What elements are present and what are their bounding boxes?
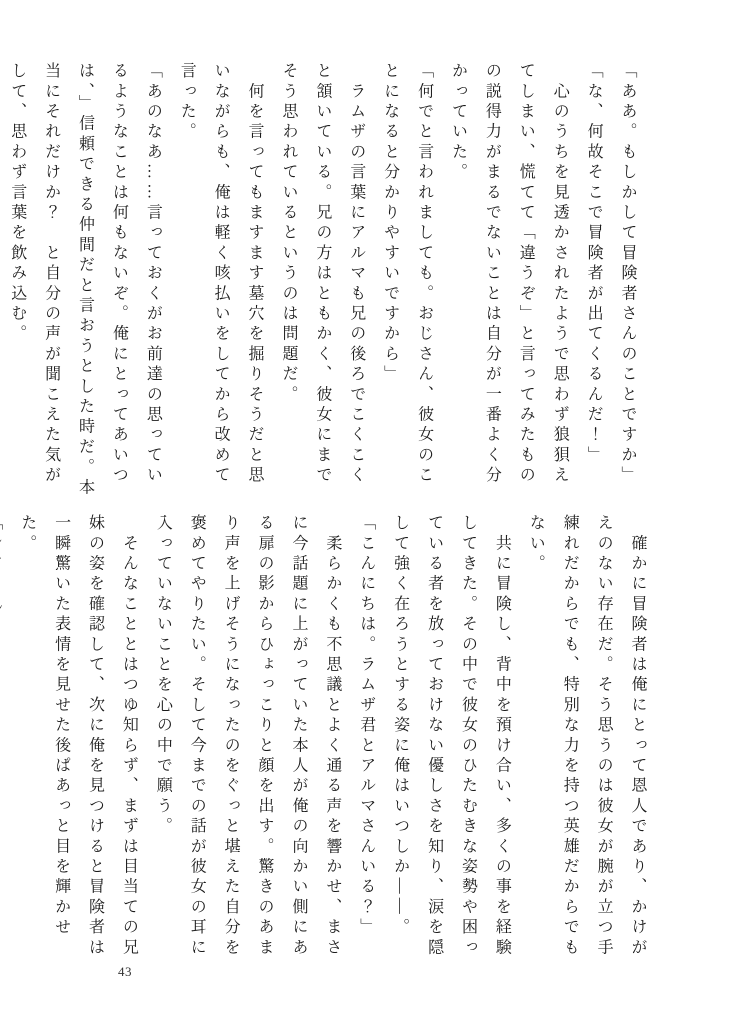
paragraph: 「な、何故そこで冒険者が出てくるんだ！」 xyxy=(585,62,603,466)
paragraph: 心のうちを見透かされたようで思わず狼狽えてしまい、慌てて「違うぞ」と言ってみたものの説得力がまるでないことは自分が一番よく分かっていた。 xyxy=(449,62,569,487)
paragraph: 「何でと言われましても。おじさん、彼女のことになると分かりやすいですから」 xyxy=(381,62,433,487)
text-section-bottom xyxy=(0,514,654,960)
paragraph: 「こんにちは。ラムザ君とアルマさんいる？」 xyxy=(357,514,375,939)
paragraph: 「あのなあ……言っておくがお前達の思っているようなことは何もないぞ。俺にとってあいつは、」信頼できる仲間だと言おうとした時だ。本当にそれだけか？ と自分の声が聞こえた気がして、思わず言葉を飲み込む。 xyxy=(8,62,162,499)
paragraph: 「ああ。もしかして冒険者さんのことですか」 xyxy=(619,62,636,487)
text-section-top xyxy=(0,62,644,504)
paragraph: 確かに冒険者は俺にとって恩人であり、かけがえのない存在だ。そう思うのは彼女が腕が立つ手練れだからでも、特別な力を持つ英雄だからでもない。 xyxy=(527,514,646,959)
paragraph: 共に冒険し、背中を預け合い、多くの事を経験してきた。その中で彼女のひたむきな姿勢や困っている者を放っておけない優しさを知り、涙を隠して強く在ろうとする姿に俺はいつしか——。 xyxy=(391,514,511,959)
paragraph: そんなこととはつゆ知らず、まずは目当ての兄妹の姿を確認して、次に俺を見つけると冒険者は一瞬驚いた表情を見せた後ぱあっと目を輝かせた。 xyxy=(18,514,138,959)
paragraph: 柔らかくも不思議とよく通る声を響かせ、まさに今話題に上がっていた本人が俺の向かい側にある扉の影からひょっこりと顔を出す。驚きのあまり声を上げそうになったのをぐっと堪えた自分を褒めてやりたい。そして今までの話が彼女の耳に入っていないことを心の中で願う。 xyxy=(154,514,341,959)
page-number: 43 xyxy=(118,964,132,979)
paragraph: ラムザの言葉にアルマも兄の後ろでこくこくと頷いている。兄の方はともかく、彼女にまでそう思われているというのは問題だ。 xyxy=(279,62,365,487)
paragraph xyxy=(0,514,10,960)
paragraph: 何を言ってもますます墓穴を掘りそうだと思いながらも、俺は軽く咳払いをしてから改めて言った。 xyxy=(178,62,264,487)
